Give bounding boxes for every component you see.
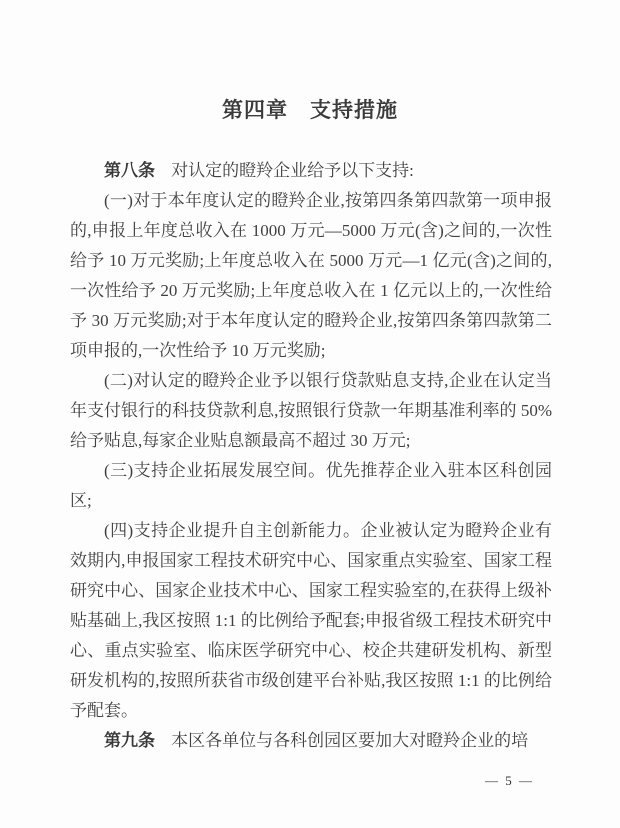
- paragraph-text: (四)支持企业提升自主创新能力。企业被认定为瞪羚企业有效期内,申报国家工程技术研究中心、国家重点实验室、国家工程研究中心、国家企业技术中心、国家工程实验室的,在获得上级补贴基础上,我区按照 1:1 的比例给予配套;申报省级工程技术研究中心、重点实验室、临床医学研究中心、校企共建研发机构、新型研发机构的,按照所获省市级创建平台补贴,我区按照 1:1 的比例给予配套。: [70, 521, 552, 720]
- document-body: [70, 156, 552, 756]
- paragraph-item-1: [70, 186, 552, 366]
- chapter-title: 第四章 支持措施: [222, 98, 398, 122]
- paragraph-article-9: [70, 726, 552, 756]
- paragraph-text: 本区各单位与各科创园区要加大对瞪羚企业的培: [171, 731, 529, 750]
- paragraph-article-8: [70, 156, 552, 186]
- paragraph-text: 对认定的瞪羚企业给予以下支持:: [171, 161, 414, 180]
- paragraph-text: (一)对于本年度认定的瞪羚企业,按第四条第四款第一项申报的,申报上年度总收入在 1000 万元—5000 万元(含)之间的,一次性给予 10 万元奖励;上年度总收入在 5000 万元—1 亿元(含)之间的,一次性给予 20 万元奖励;上年度总收入在 1 亿元以上的,一次性给予 30 万元奖励;对于本年度认定的瞪羚企业,按第四条第四款第二项申报的,一次性给予 10 万元奖励;: [70, 191, 552, 360]
- page-number: — 5 —: [485, 773, 534, 788]
- article-8-number: 第八条: [104, 161, 155, 180]
- paragraph-item-3: [70, 456, 552, 516]
- paragraph-item-4: [70, 516, 552, 726]
- paragraph-item-2: [70, 366, 552, 456]
- paragraph-text: (二)对认定的瞪羚企业予以银行贷款贴息支持,企业在认定当年支付银行的科技贷款利息,按照银行贷款一年期基准利率的 50%给予贴息,每家企业贴息额最高不超过 30 万元;: [70, 371, 552, 450]
- article-9-number: 第九条: [104, 731, 155, 750]
- paragraph-text: (三)支持企业拓展发展空间。优先推荐企业入驻本区科创园区;: [70, 461, 552, 510]
